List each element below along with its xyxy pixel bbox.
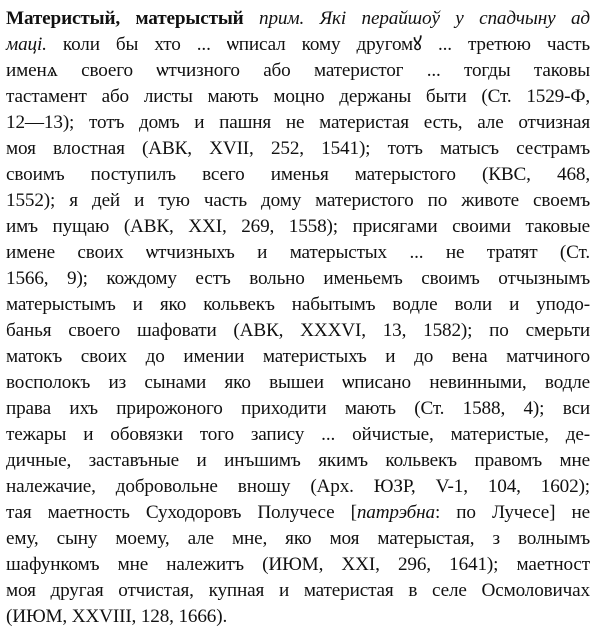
entry-text: належачие, добровольне вношу (Арх. ЮЗР, V-1, 104, 1602); — [6, 476, 590, 497]
entry-line — [6, 604, 590, 630]
entry-line — [6, 292, 590, 318]
entry-line — [6, 396, 590, 422]
entry-line — [6, 422, 590, 448]
entry-line — [6, 370, 590, 396]
entry-text: коли бы хто ... ѡписал кому другомꙋ ... третюю часть — [46, 34, 590, 55]
entry-text: тастамент або листы мають моцно держаны быти (Ст. 1529-Ф, — [6, 86, 590, 107]
entry-line — [6, 526, 590, 552]
entry-text: тежары и обовязки того запису ... ойчистые, материстые, де- — [6, 424, 590, 445]
entry-line — [6, 188, 590, 214]
entry-text: своимъ поступилъ всего именья матерыстого (КВС, 468, — [6, 164, 590, 185]
entry-line — [6, 214, 590, 240]
entry-line — [6, 318, 590, 344]
dictionary-entry — [6, 6, 590, 630]
entry-text: права ихъ прирожоного приходити мають (Ст. 1588, 4); вси — [6, 398, 590, 419]
entry-text: имене своих ѡтчизныхъ и матерыстых ... не тратят (Ст. — [6, 242, 590, 263]
entry-line — [6, 162, 590, 188]
entry-text: дичные, заставъные и инъшимъ якимъ кольвекъ правомъ мне — [6, 450, 590, 471]
entry-text — [244, 8, 259, 29]
entry-italic-text: патрэбна — [356, 502, 435, 523]
entry-text: тая маетность Суходоровъ Получесе [ — [6, 502, 357, 523]
entry-line — [6, 110, 590, 136]
entry-line — [6, 6, 590, 32]
entry-line — [6, 448, 590, 474]
entry-text: имъ пущаю (АВК, XXI, 269, 1558); присягами своими таковые — [6, 216, 590, 237]
entry-text: 1552); я дей и тую часть дому материстого по животе своемъ — [6, 190, 590, 211]
entry-line — [6, 240, 590, 266]
entry-text: : по Лучесе] не — [434, 502, 590, 523]
entry-line — [6, 578, 590, 604]
entry-line — [6, 500, 590, 526]
entry-line — [6, 58, 590, 84]
entry-text: матерыстымъ и яко кольвекъ набытымъ водле воли и уподо- — [6, 294, 590, 315]
entry-text: моя влостная (АВК, XVII, 252, 1541); тотъ матысъ сестрамъ — [6, 138, 590, 159]
entry-text: (ИЮМ, XXVIII, 128, 1666). — [6, 606, 228, 627]
entry-text: моя другая отчистая, купная и материстая в селе Осмоловичах — [6, 580, 590, 601]
entry-italic-text: маці. — [6, 34, 47, 55]
entry-text: 12—13); тотъ домъ и пашня не материстая есть, але отчизная — [6, 112, 590, 133]
entry-line — [6, 84, 590, 110]
entry-text: банья своего шафовати (АВК, XXXVI, 13, 1582); по смерьти — [6, 320, 590, 341]
entry-text: 1566, 9); кождому естъ вольно именьемъ своимъ отчызнымъ — [6, 268, 590, 289]
entry-text: именѧ своего ѡтчизного або материстог ... тогды таковы — [6, 60, 590, 81]
entry-line — [6, 474, 590, 500]
entry-text: матокъ своих до имении материстыхъ и до вена матчиного — [6, 346, 590, 367]
entry-line — [6, 552, 590, 578]
entry-line — [6, 136, 590, 162]
entry-text: восполокъ из сынами яко вышеи ѡписано невинными, водле — [6, 372, 590, 393]
entry-headword: Материстый, матерыстый — [6, 8, 244, 29]
entry-line — [6, 32, 590, 58]
entry-line — [6, 266, 590, 292]
entry-line — [6, 344, 590, 370]
entry-italic-text: прим. Які перайшоў у спадчыну ад — [259, 8, 590, 29]
entry-text: шафункомъ мне належитъ (ИЮМ, XXI, 296, 1641); маетност — [6, 554, 590, 575]
entry-text: ему, сыну моему, але мне, яко моя матерыстая, з волнымъ — [6, 528, 590, 549]
